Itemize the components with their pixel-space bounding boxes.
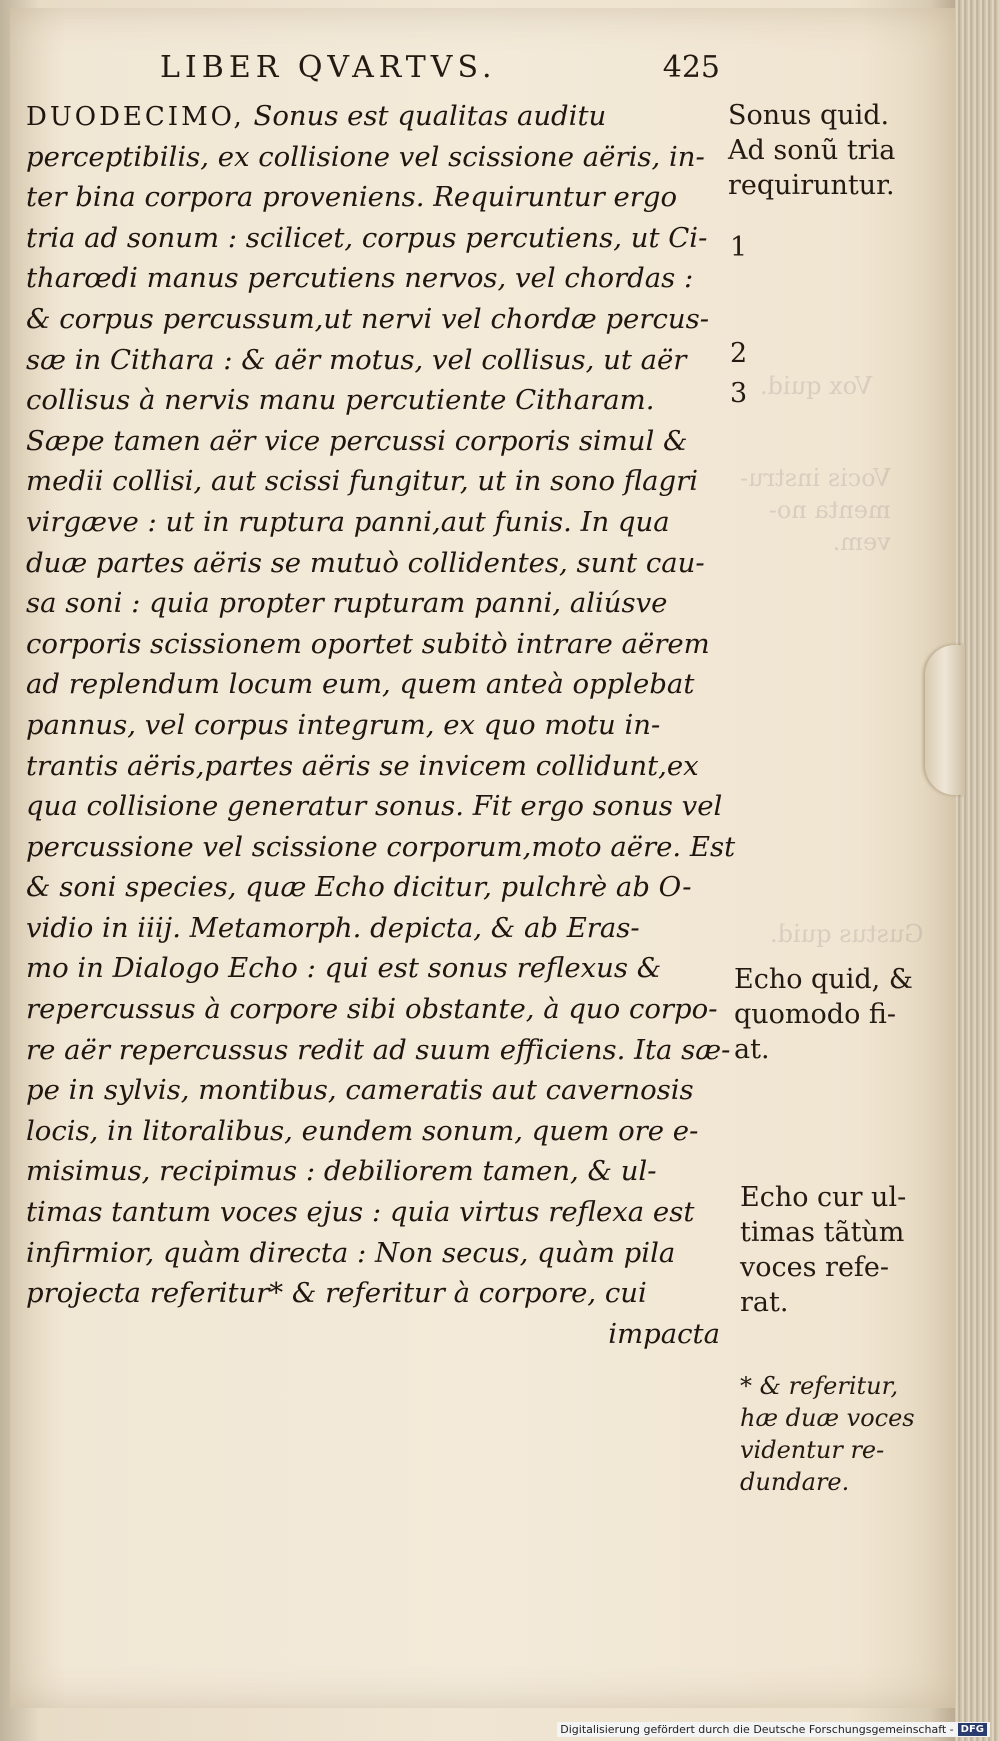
- text-line: tharœdi manus percutiens nervos, vel chordas :: [26, 262, 694, 295]
- main-text-block: [26, 96, 736, 1354]
- marginal-note-sonus: [728, 98, 895, 203]
- text-line: qua collisione generatur sonus. Fit ergo sonus vel: [26, 790, 723, 823]
- show-through-text: Gustus quid.: [770, 920, 924, 948]
- text-line: misimus, recipimus : debiliorem tamen, & ul-: [26, 1155, 657, 1188]
- text-line: percussione vel scissione corporum,moto aëre. Est: [26, 830, 736, 863]
- text-line: vidio in iiij. Metamorph. depicta, & ab Eras-: [26, 911, 640, 944]
- text-line: sæ in Cithara : & aër motus, vel collisus, ut aër: [26, 343, 687, 376]
- page-header: [160, 50, 720, 96]
- marginal-note-line: dundare.: [740, 1468, 850, 1496]
- text-line: sa soni : quia propter rupturam panni, aliúsve: [26, 587, 668, 620]
- marginal-note-line: Echo cur ul-: [740, 1182, 907, 1213]
- page-number: 425: [662, 50, 720, 85]
- marginal-note-line: timas tãtùm: [740, 1217, 905, 1248]
- marginal-note-line: quomodo fi-: [734, 999, 897, 1030]
- initial-word: DUODECIMO,: [26, 102, 245, 132]
- text-line: ter bina corpora proveniens. Requiruntur ergo: [26, 181, 678, 214]
- text-line: duæ partes aëris se mutuò collidentes, sunt cau-: [26, 546, 705, 579]
- text-line: mo in Dialogo Echo : qui est sonus reflexus &: [26, 952, 662, 985]
- text-line: Sæpe tamen aër vice percussi corporis simul &: [26, 424, 688, 457]
- text-line: locis, in litoralibus, eundem sonum, quem ore e-: [26, 1114, 699, 1147]
- marginal-note-line: hæ duæ voces: [740, 1404, 915, 1432]
- marginal-note-line: Echo quid, &: [734, 964, 913, 995]
- marginal-note-line: * & referitur,: [740, 1372, 899, 1400]
- marginal-note-line: rat.: [740, 1287, 789, 1318]
- text-line: & soni species, quæ Echo dicitur, pulchrè ab O-: [26, 871, 692, 904]
- digitization-credit: [557, 1722, 990, 1737]
- show-through-text: Vox quid.: [760, 372, 873, 400]
- text-line: pe in sylvis, montibus, cameratis aut cavernosis: [26, 1074, 694, 1107]
- text-line: trantis aëris,partes aëris se invicem collidunt,ex: [26, 749, 699, 782]
- marginal-number-2: 2: [730, 338, 748, 369]
- text-line: ad replendum locum eum, quem anteà opplebat: [26, 668, 695, 701]
- marginal-note-echo-cur: [740, 1180, 906, 1320]
- marginal-note-line: voces refe-: [740, 1252, 890, 1283]
- text-line: pannus, vel corpus integrum, ex quo motu in-: [26, 708, 661, 741]
- marginal-number-1: 1: [730, 232, 748, 263]
- marginal-note-line: at.: [734, 1034, 770, 1065]
- book-page-edges: [955, 0, 1000, 1741]
- text-line-segment: Sonus est qualitas auditu: [253, 100, 607, 132]
- text-line: tria ad sonum : scilicet, corpus percutiens, ut Ci-: [26, 221, 708, 254]
- marginal-note-line: requiruntur.: [728, 170, 895, 201]
- text-line: repercussus à corpore sibi obstante, à quo corpo-: [26, 993, 718, 1026]
- text-line: infirmior, quàm directa : Non secus, quàm pila: [26, 1236, 676, 1269]
- marginal-note-line: videntur re-: [740, 1436, 885, 1464]
- marginal-footnote: [740, 1370, 915, 1498]
- text-line: corporis scissionem oportet subitò intrare aërem: [26, 627, 710, 660]
- show-through-text: Vocis instru- menta no- vem.: [740, 464, 891, 556]
- credit-text: Digitalisierung gefördert durch die Deutsche Forschungsgemeinschaft -: [560, 1723, 954, 1736]
- dfg-logo-icon: DFG: [958, 1723, 987, 1736]
- text-line: virgæve : ut in ruptura panni,aut funis. In qua: [26, 505, 670, 538]
- catchword: impacta: [608, 1317, 720, 1350]
- text-line: re aër repercussus redit ad suum efficiens. Ita sæ-: [26, 1033, 731, 1066]
- text-line: & corpus percussum,ut nervi vel chordæ percus-: [26, 302, 709, 335]
- text-line: projecta referitur* & referitur à corpore, cui: [26, 1277, 647, 1310]
- text-line: collisus à nervis manu percutiente Citharam.: [26, 384, 655, 417]
- running-title: LIBER QVARTVS.: [160, 50, 497, 85]
- text-line: medii collisi, aut scissi fungitur, ut in sono flagri: [26, 465, 699, 498]
- bookmark-tab: [925, 645, 965, 795]
- marginal-note-line: Sonus quid.: [728, 100, 890, 131]
- marginal-note-line: Ad sonũ tria: [728, 135, 896, 166]
- text-line: perceptibilis, ex collisione vel scissione aëris, in-: [26, 140, 705, 173]
- text-line: [26, 96, 726, 137]
- marginal-note-echo-quid: [734, 962, 913, 1067]
- marginal-number-3: 3: [730, 378, 748, 409]
- text-line: timas tantum voces ejus : quia virtus reflexa est: [26, 1196, 695, 1229]
